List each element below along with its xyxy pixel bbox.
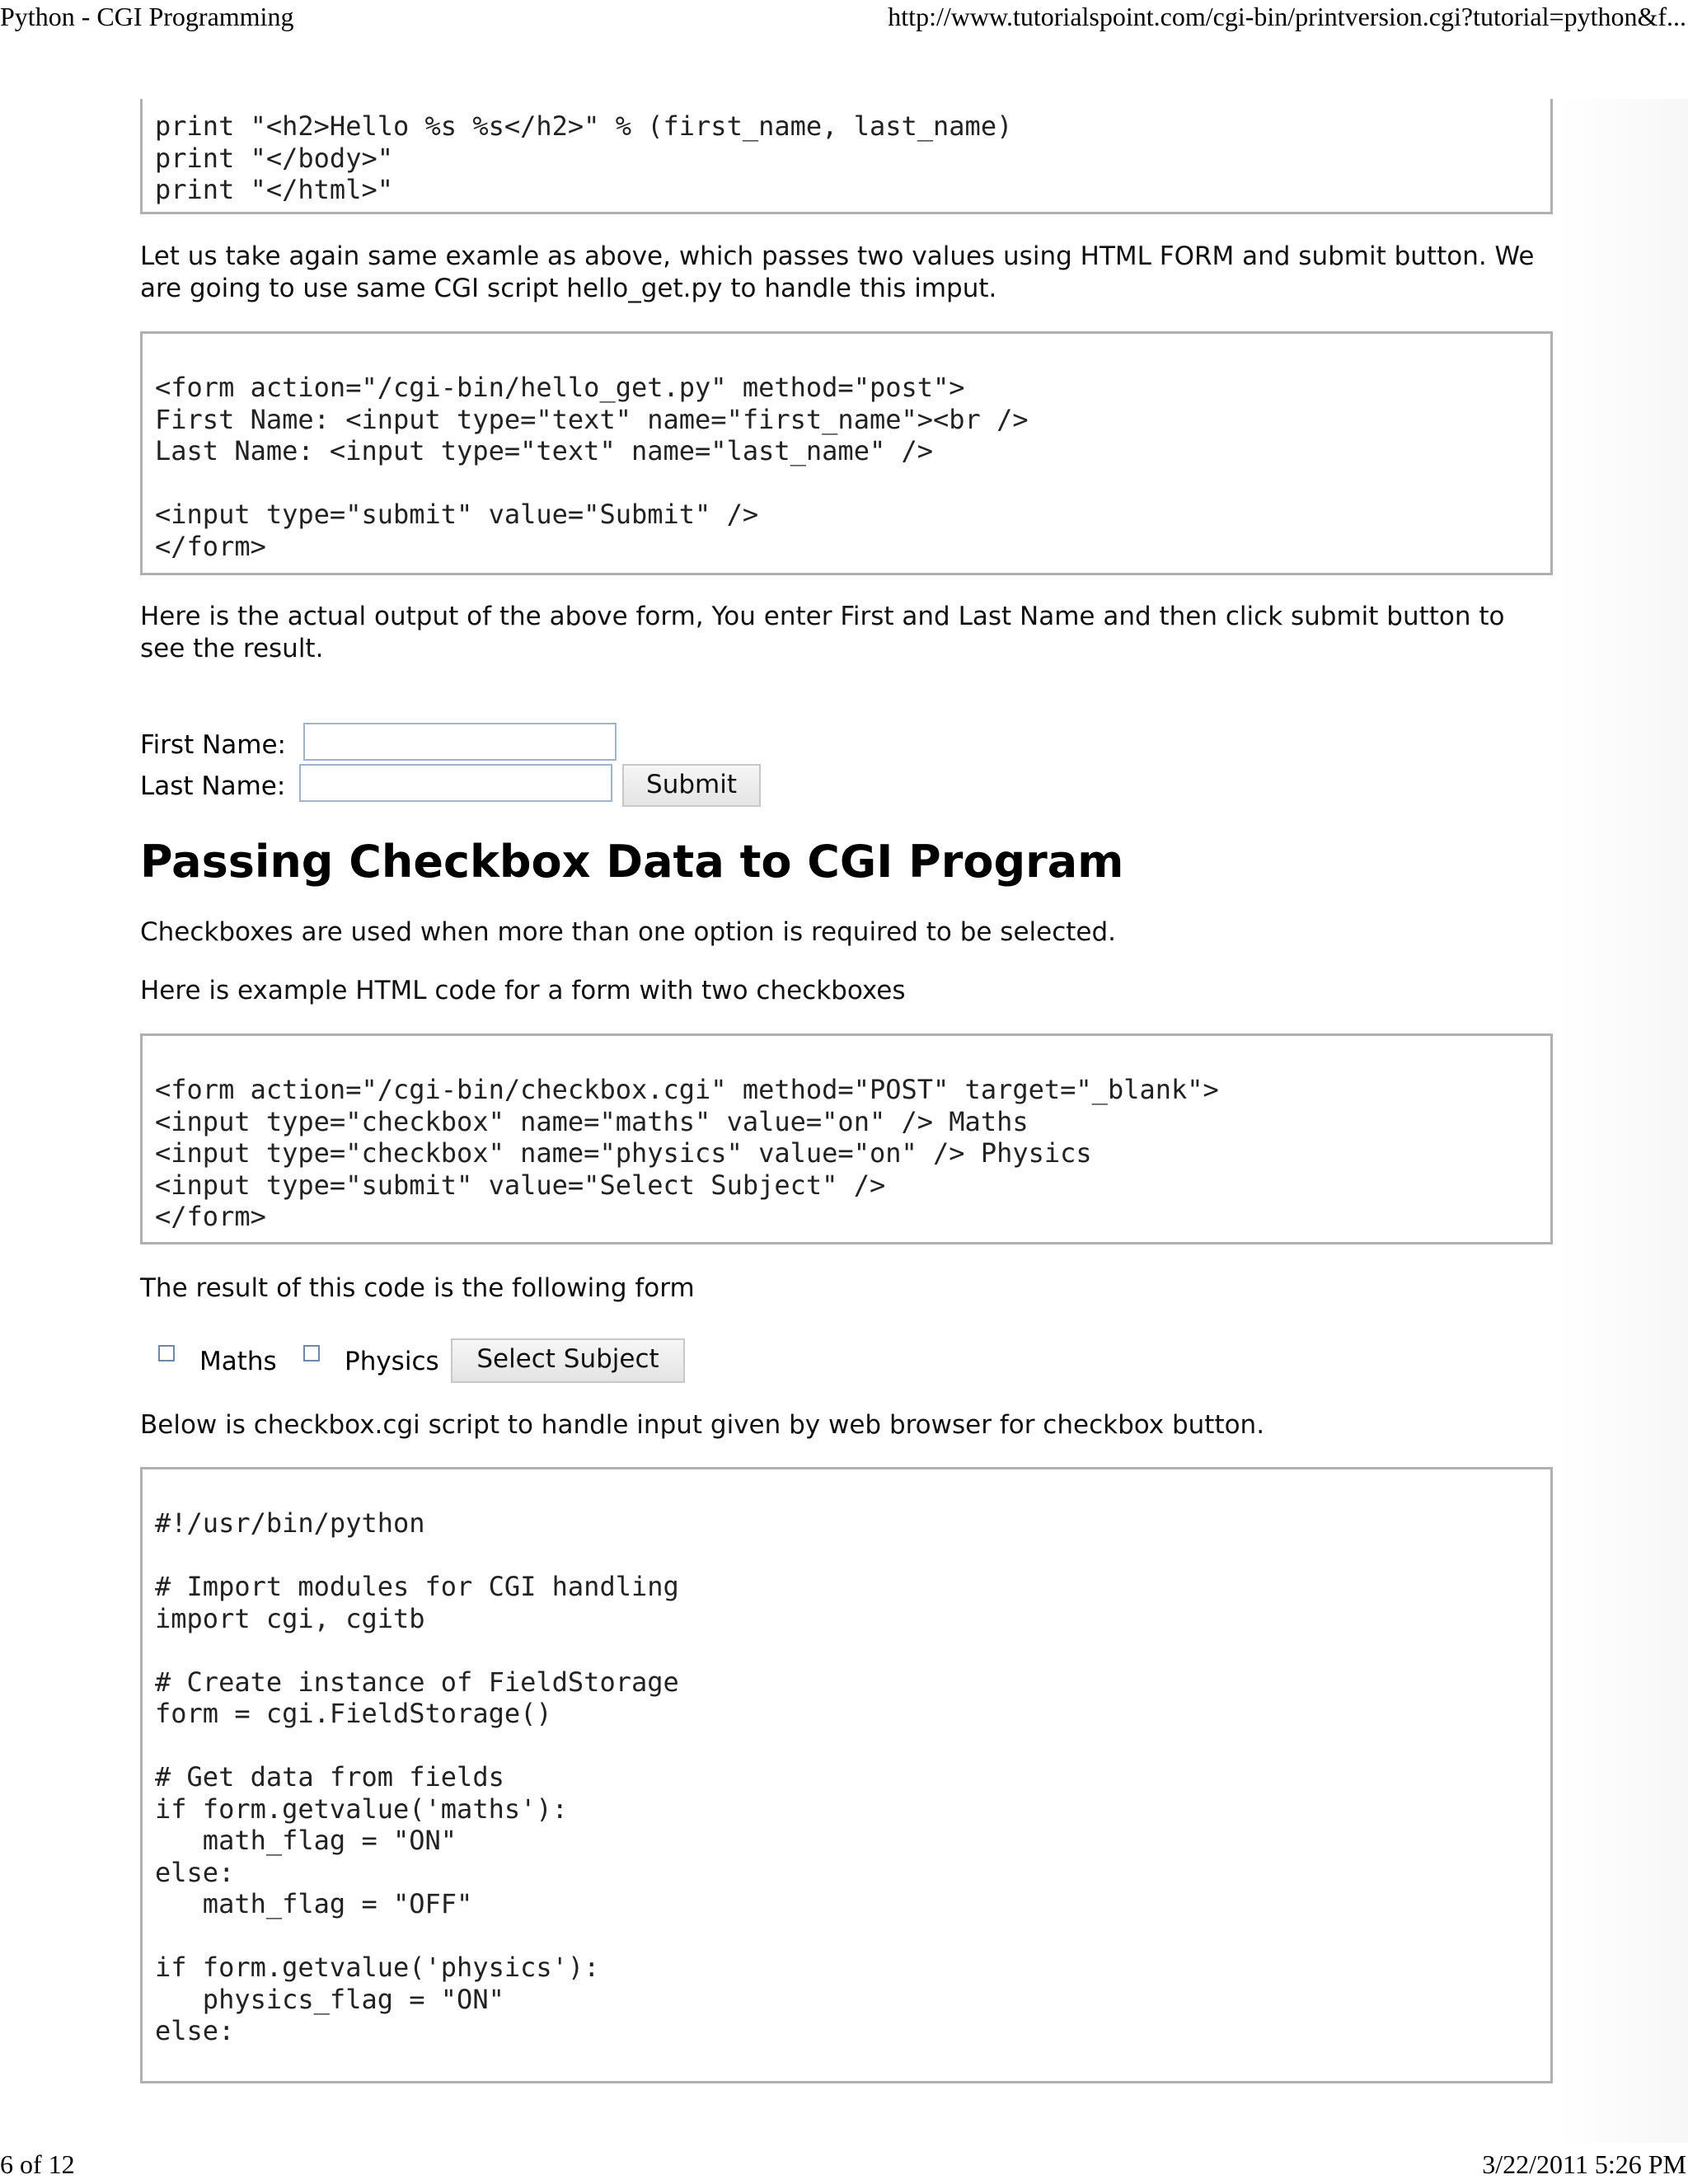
section-heading: Passing Checkbox Data to CGI Program <box>140 836 1124 888</box>
paragraph-result-intro: The result of this code is the following form <box>140 1273 695 1303</box>
paragraph-checkbox-example: Here is example HTML code for a form with two checkboxes <box>140 976 906 1005</box>
submit-button[interactable]: Submit <box>622 764 761 807</box>
code-block-html-form: <form action="/cgi-bin/hello_get.py" method="post"> First Name: <input type="text" name="first_name"><br /> Last Name: <input type="text" name="last_name" /> <input type="submit" value="Submit" /> </form> <box>140 331 1553 575</box>
code-block-checkbox-form: <form action="/cgi-bin/checkbox.cgi" method="POST" target="_blank"> <input type="checkbox" name="maths" value="on" /> Maths <input type="checkbox" name="physics" value="on" /> Physics <input type="submit" value="Select Subject" /> </form> <box>140 1033 1553 1244</box>
maths-label: Maths <box>199 1347 277 1376</box>
code-block-print-statements: print "<h2>Hello %s %s</h2>" % (first_name, last_name) print "</body>" print "</html>" <box>140 99 1553 214</box>
first-name-input[interactable] <box>303 723 617 761</box>
last-name-label: Last Name: <box>140 771 286 801</box>
page-side-shading <box>1556 99 1688 2143</box>
print-footer-page: 6 of 12 <box>0 2149 75 2179</box>
print-header-url: http://www.tutorialspoint.com/cgi-bin/printversion.cgi?tutorial=python&f... <box>888 2 1686 31</box>
physics-checkbox[interactable] <box>303 1345 320 1361</box>
paragraph-form-intro: Let us take again same examle as above, which passes two values using HTML FORM and submit button. We are going to use same CGI script hello_get.py to handle this imput. <box>140 241 1535 303</box>
physics-label: Physics <box>345 1347 439 1376</box>
select-subject-button[interactable]: Select Subject <box>451 1338 685 1383</box>
maths-checkbox[interactable] <box>158 1345 175 1361</box>
print-footer-datetime: 3/22/2011 5:26 PM <box>1482 2149 1686 2179</box>
print-header-title: Python - CGI Programming <box>0 2 294 31</box>
last-name-input[interactable] <box>299 764 612 802</box>
paragraph-checkbox-intro: Checkboxes are used when more than one option is required to be selected. <box>140 917 1117 947</box>
first-name-label: First Name: <box>140 730 286 760</box>
code-block-checkbox-script: #!/usr/bin/python # Import modules for CGI handling import cgi, cgitb # Create instance of FieldStorage form = cgi.FieldStorage() # Get data from fields if form.getvalue('maths'): math_flag = "ON" else: math_flag = "OFF" if form.getvalue('physics'): physics_flag = "ON" else: <box>140 1467 1553 2083</box>
paragraph-script-intro: Below is checkbox.cgi script to handle input given by web browser for checkbox button. <box>140 1410 1265 1440</box>
paragraph-form-output: Here is the actual output of the above form, You enter First and Last Name and then click submit button to see the result. <box>140 602 1505 663</box>
